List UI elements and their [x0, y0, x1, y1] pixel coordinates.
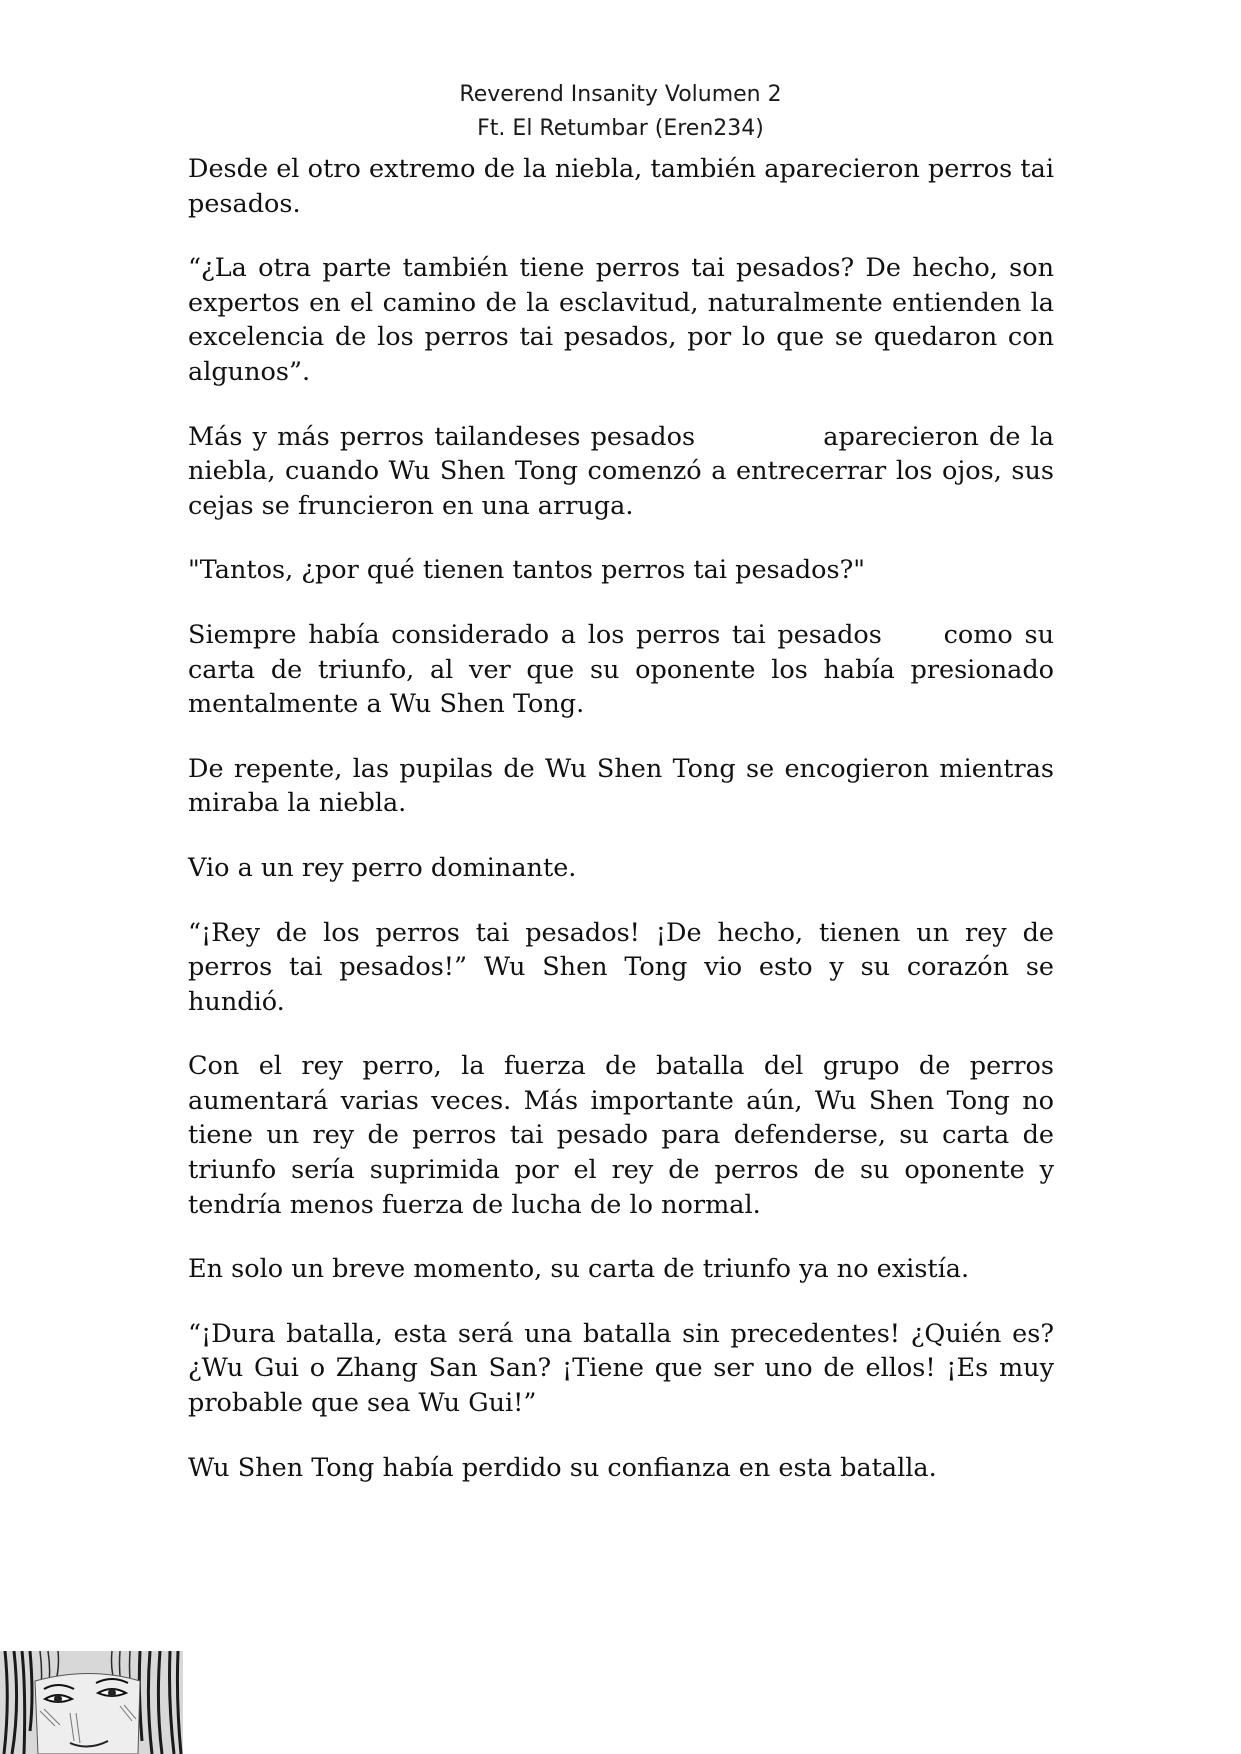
paragraph-3-part-1: Más y más perros tailandeses pesados — [188, 421, 696, 452]
paragraph-8: “¡Rey de los perros tai pesados! ¡De hecho, tienen un rey de perros tai pesados!” Wu Shen Tong vio esto y su corazón se hundió. — [188, 917, 1054, 1017]
paragraph-7: Vio a un rey perro dominante. — [188, 852, 577, 883]
paragraph-2: “¿La otra parte también tiene perros tai pesados? De hecho, son expertos en el camino de la esclavitud, naturalmente entienden la excelencia de los perros tai pesados, por lo que se quedaron con algunos”. — [188, 253, 1054, 387]
paragraph-9: Con el rey perro, la fuerza de batalla del grupo de perros aumentará varias veces. Más importante aún, Wu Shen Tong no tiene un rey de perros tai pesado para defenderse, su carta de triunfo sería suprimida por el rey de perros de su oponente y tendría menos fuerza de lucha de lo normal. — [188, 1051, 1054, 1220]
paragraph-6: De repente, las pupilas de Wu Shen Tong se encogieron mientras miraba la niebla. — [188, 753, 1054, 819]
document-body — [188, 152, 1054, 1515]
header-title: Reverend Insanity Volumen 2 — [459, 82, 782, 107]
paragraph-4: "Tantos, ¿por qué tienen tantos perros tai pesados?" — [188, 555, 865, 586]
paragraph-1: Desde el otro extremo de la niebla, también aparecieron perros tai pesados. — [188, 154, 1054, 219]
paragraph-5-part-1: Siempre había considerado a los perros tai pesados — [188, 619, 882, 650]
page-header — [0, 78, 1241, 146]
paragraph-5 — [188, 618, 1054, 722]
manga-character-portrait-icon — [0, 1651, 183, 1754]
paragraph-10: En solo un breve momento, su carta de triunfo ya no existía. — [188, 1254, 970, 1285]
paragraph-3-part-2: aparecieron de la niebla, cuando Wu Shen Tong comenzó a entrecerrar los ojos, sus cejas se fruncieron en una arruga. — [188, 421, 1054, 521]
paragraph-3 — [188, 420, 1054, 524]
paragraph-5-part-2: como su carta de triunfo, al ver que su oponente los había presionado mentalmente a Wu Shen Tong. — [188, 619, 1055, 720]
paragraph-11: “¡Dura batalla, esta será una batalla sin precedentes! ¿Quién es? ¿Wu Gui o Zhang San San? ¡Tiene que ser uno de ellos! ¡Es muy probable que sea Wu Gui!” — [188, 1318, 1054, 1419]
header-credit: Ft. El Retumbar (Eren234) — [477, 116, 764, 141]
paragraph-12: Wu Shen Tong había perdido su confianza en esta batalla. — [188, 1452, 937, 1483]
